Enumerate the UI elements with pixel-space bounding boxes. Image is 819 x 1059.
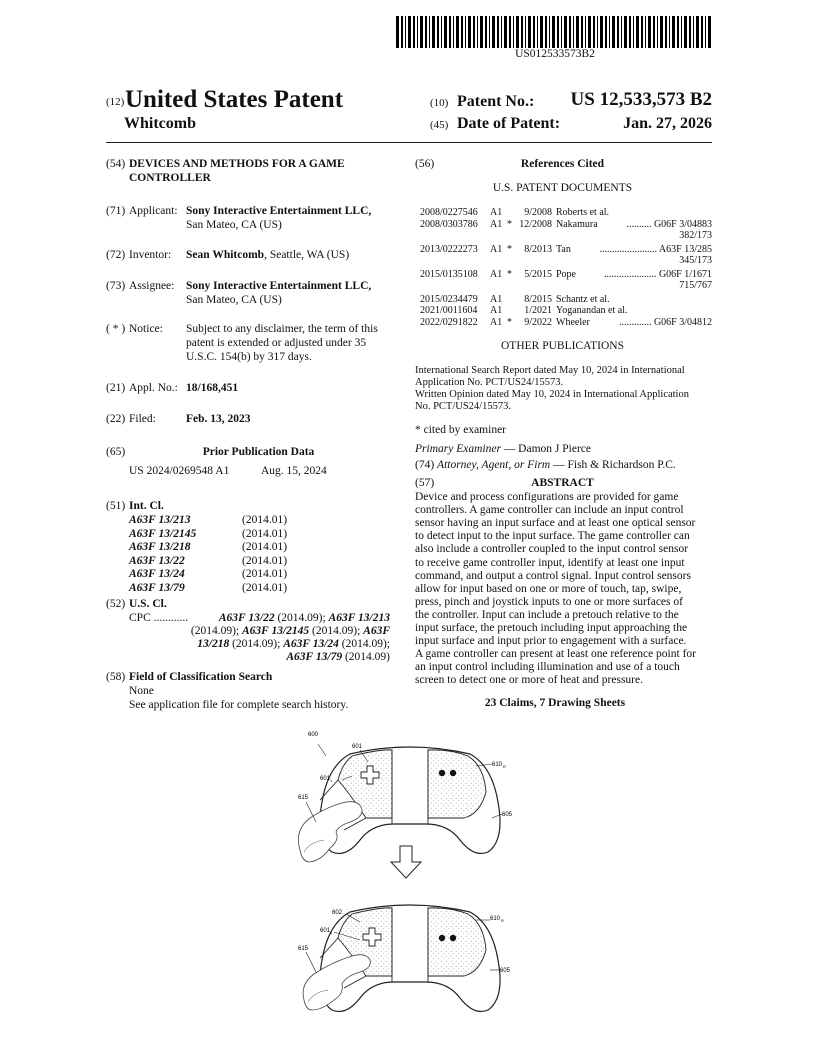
reference-row — [420, 244, 712, 256]
ref-6011-top-sub: 1 — [330, 778, 333, 783]
reference-row — [420, 269, 712, 281]
other-pub-line-2: Application No. PCT/US24/15573. — [415, 377, 564, 388]
ref-610-top: 610 — [492, 762, 503, 768]
title-line-1: DEVICES AND METHODS FOR A GAME — [129, 158, 345, 170]
other-pubs-heading: OTHER PUBLICATIONS — [501, 340, 624, 352]
reference-date: 1/2021 — [524, 305, 552, 316]
title-line-2: CONTROLLER — [129, 172, 211, 184]
other-pub-line-1: International Search Report dated May 10, 2024 in International — [415, 365, 685, 376]
reference-cls: ....................... A63F 13/285 — [599, 243, 712, 255]
reference-cls2: 715/767 — [679, 280, 712, 291]
reference-star: * — [507, 218, 512, 230]
hand-outline-top — [298, 802, 362, 862]
reference-row — [420, 294, 712, 306]
cpc-segment: A63F 13/24 — [283, 638, 339, 650]
abstract-line: screen to detect one or more of heat and pressure. — [415, 674, 643, 687]
ref-602: 602 — [332, 910, 343, 916]
face-button-1 — [439, 935, 445, 941]
int-cl-class: A63F 13/24 — [129, 568, 185, 580]
cpc-segment: A63F 13/22 — [218, 612, 275, 624]
reference-kind: A1 — [490, 207, 503, 218]
code-58: (58) — [106, 671, 126, 683]
cpc-segment: A63F 13/79 — [286, 651, 343, 663]
inventor-label: Inventor: — [129, 249, 172, 261]
cpc-segment: (2014.09); — [338, 638, 390, 650]
reference-row — [420, 317, 712, 329]
applicant-name: Sony Interactive Entertainment LLC, — [186, 205, 372, 217]
reference-name: Schantz et al. — [556, 293, 610, 305]
reference-date: 5/2015 — [524, 268, 552, 280]
reference-name: Wheeler — [556, 316, 590, 328]
code-71: (71) — [106, 205, 126, 217]
controller-figure-top — [298, 732, 513, 862]
int-cl-version: (2014.01) — [242, 541, 288, 553]
inventor-location: , Seattle, WA (US) — [264, 249, 350, 261]
filed-label: Filed: — [129, 413, 156, 425]
applicant-location: San Mateo, CA (US) — [186, 219, 282, 231]
ref-615-bottom: 615 — [298, 946, 309, 952]
reference-name: Nakamura — [556, 218, 598, 230]
appl-no-value: 18/168,451 — [186, 382, 239, 394]
cpc-line-4 — [150, 651, 390, 665]
reference-num: 2015/0234479 — [420, 293, 478, 305]
ref-605-bottom: 605 — [500, 968, 511, 974]
field-search-note: See application file for complete search history. — [129, 699, 349, 711]
inventor-value — [186, 249, 349, 263]
patent-no-label: Patent No.: — [457, 93, 535, 110]
patent-date: Jan. 27, 2026 — [623, 115, 712, 132]
int-cl-class: A63F 13/213 — [129, 514, 191, 526]
cpc-line-1 — [200, 612, 390, 626]
int-cl-version: (2014.01) — [242, 514, 288, 526]
reference-cls: .......... G06F 3/04883 — [626, 218, 712, 230]
reference-num: 2008/0227546 — [420, 207, 478, 218]
reference-row-cont — [420, 230, 712, 242]
notice-line-3: U.S.C. 154(b) by 317 days. — [186, 351, 312, 363]
reference-name: Tan — [556, 243, 571, 255]
header-rule — [106, 142, 712, 143]
prior-pub-number: US 2024/0269548 A1 — [129, 465, 230, 477]
int-cl-version: (2014.01) — [242, 568, 288, 580]
cpc-line-3 — [150, 638, 390, 652]
cited-by-examiner-note: * cited by examiner — [415, 424, 507, 436]
abstract-line: input surface, the pretouch including input approaching the — [415, 622, 688, 634]
abstract-line: A game controller can present at least one reference point for — [415, 648, 696, 661]
touch-pad-right-top — [428, 750, 486, 818]
reference-star: * — [507, 316, 512, 328]
int-cl-class: A63F 13/79 — [129, 581, 185, 594]
reference-name: Roberts et al. — [556, 207, 610, 218]
primary-examiner — [415, 443, 591, 457]
cpc-segment: A63F 13/2145 — [241, 625, 310, 637]
reference-name: Pope — [556, 268, 576, 280]
cpc-segment: (2014.09) — [342, 651, 390, 663]
ref-610-top-sub: R — [503, 764, 506, 769]
patent-number: US 12,533,573 B2 — [570, 89, 712, 110]
code-21: (21) — [106, 382, 126, 394]
down-arrow-icon — [391, 846, 421, 878]
code-51: (51) — [106, 500, 126, 512]
doc-type-title: United States Patent — [125, 86, 344, 113]
abstract-line: Device and process configurations are provided for game — [415, 491, 679, 503]
reference-kind: A1 — [490, 243, 503, 255]
reference-kind: A1 — [490, 268, 503, 280]
ref-610-bottom-sub: R — [501, 918, 504, 923]
ref-600: 600 — [308, 732, 319, 738]
references-heading: References Cited — [520, 158, 605, 170]
claims-sheets: 23 Claims, 7 Drawing Sheets — [484, 697, 626, 709]
ref-610-bottom: 610 — [490, 916, 501, 922]
applicant-label: Applicant: — [129, 205, 178, 217]
int-cl-class: A63F 13/2145 — [129, 527, 197, 540]
patent-drawing — [280, 722, 540, 1032]
primary-examiner-label: Primary Examiner — [415, 443, 501, 455]
notice-label: Notice: — [129, 323, 163, 335]
ref-601-top: 601 — [352, 744, 363, 750]
notice-line-1: Subject to any disclaimer, the term of this — [186, 323, 378, 335]
reference-cls: ..................... G06F 1/1671 — [603, 268, 712, 280]
reference-num: 2013/0222273 — [420, 243, 478, 255]
reference-date: 12/2008 — [519, 218, 552, 230]
code-56: (56) — [415, 158, 435, 170]
ref-6011-bottom: 601 — [320, 928, 331, 934]
prior-pub-date: Aug. 15, 2024 — [261, 465, 327, 477]
reference-date: 9/2022 — [524, 316, 552, 328]
field-search-heading: Field of Classification Search — [129, 671, 273, 683]
reference-num: 2022/0291822 — [420, 316, 478, 328]
cpc-segment: 13/218 — [197, 638, 230, 650]
inventor-surname: Whitcomb — [124, 115, 196, 132]
controller-figure-bottom — [298, 905, 511, 1012]
ref-615-top: 615 — [298, 795, 309, 801]
touch-pad-right-bottom — [428, 908, 486, 976]
notice-line-2: patent is extended or adjusted under 35 — [186, 337, 367, 349]
abstract-line: also include a controller coupled to the input control sensor — [415, 543, 689, 556]
code-45: (45) — [430, 119, 449, 131]
reference-row — [420, 305, 712, 317]
reference-cls: ............. G06F 3/04812 — [618, 316, 712, 328]
appl-no-label: Appl. No.: — [129, 382, 178, 394]
int-cl-version: (2014.01) — [242, 554, 288, 567]
code-12: (12) — [106, 96, 125, 108]
reference-kind: A1 — [490, 316, 503, 328]
abstract-line: to receive game controller input, identify at least one input — [415, 556, 685, 569]
cpc-segment: A63F — [363, 625, 390, 637]
reference-num: 2008/0303786 — [420, 218, 478, 230]
abstract-line: the controller. Input can include a pretouch relative to the — [415, 608, 679, 621]
cpc-segment: (2014.09); — [309, 625, 364, 637]
cpc-label: CPC ............ — [129, 612, 189, 624]
abstract-line: to detect input to the input surface. The game controller can — [415, 530, 690, 543]
field-search-value: None — [129, 685, 154, 697]
int-cl-class: A63F 13/218 — [129, 541, 191, 553]
reference-kind: A1 — [490, 218, 503, 230]
assignee-name: Sony Interactive Entertainment LLC, — [186, 280, 372, 292]
int-cl-heading: Int. Cl. — [129, 500, 164, 512]
reference-name: Yoganandan et al. — [556, 305, 628, 316]
cpc-segment: (2014.09); — [274, 612, 329, 624]
code-73: (73) — [106, 280, 126, 292]
inventor-name: Sean Whitcomb — [186, 249, 265, 261]
abstract-line: an input control including illumination and use of a touch — [415, 661, 680, 674]
reference-cls2: 382/173 — [679, 230, 712, 241]
reference-row-cont — [420, 280, 712, 292]
primary-examiner-name: — Damon J Pierce — [500, 443, 591, 455]
code-10: (10) — [430, 97, 449, 109]
reference-cls2: 345/173 — [679, 255, 712, 266]
code-22: (22) — [106, 413, 126, 425]
abstract-line: press, pinch and joystick inputs to one or more surfaces of — [415, 595, 683, 608]
assignee-location: San Mateo, CA (US) — [186, 294, 282, 306]
reference-kind: A1 — [490, 305, 503, 316]
code-65: (65) — [106, 446, 126, 458]
ref-605-top: 605 — [502, 812, 513, 818]
abstract-line: command, and output a control signal. Input control sensors — [415, 569, 691, 582]
code-72: (72) — [106, 249, 126, 261]
abstract-line: controllers. A game controller can include an input control — [415, 504, 684, 517]
reference-num: 2021/0011604 — [420, 305, 478, 316]
prior-pub-heading: Prior Publication Data — [202, 446, 315, 458]
barcode — [396, 16, 712, 48]
assignee-label: Assignee: — [129, 280, 175, 292]
date-label: Date of Patent: — [457, 115, 561, 132]
ref-6011-top: 601 — [320, 776, 331, 782]
int-cl-version: (2014.01) — [242, 581, 288, 594]
abstract-line: sensor having an input surface and at least one optical sensor — [415, 517, 696, 530]
attorney-line — [415, 459, 676, 473]
abstract-heading: ABSTRACT — [531, 477, 594, 489]
barcode-number: US012533573B2 — [515, 48, 595, 60]
reference-num: 2015/0135108 — [420, 268, 478, 280]
reference-row-cont — [420, 255, 712, 267]
other-pub-line-4: No. PCT/US24/15573. — [415, 401, 511, 412]
code-52: (52) — [106, 598, 126, 610]
cpc-segment: (2014.09); — [229, 638, 284, 650]
filed-value: Feb. 13, 2023 — [186, 413, 251, 425]
reference-kind: A1 — [490, 293, 503, 305]
reference-star: * — [507, 268, 512, 280]
reference-star: * — [507, 243, 512, 255]
face-button-2 — [450, 935, 456, 941]
face-button-1 — [439, 770, 445, 776]
reference-row — [420, 219, 712, 231]
reference-row — [420, 207, 712, 219]
int-cl-version: (2014.01) — [242, 527, 288, 540]
us-cl-heading: U.S. Cl. — [129, 598, 167, 610]
hand-outline-bottom — [303, 955, 370, 1010]
attorney-label: Attorney, Agent, or Firm — [437, 459, 551, 471]
reference-date: 9/2008 — [524, 207, 552, 218]
face-button-2 — [450, 770, 456, 776]
reference-date: 8/2015 — [524, 293, 552, 305]
ref-6011-bottom-sub: 1 — [330, 930, 333, 935]
cpc-segment: (2014.09); — [190, 625, 242, 637]
int-cl-class: A63F 13/22 — [129, 554, 185, 567]
cpc-segment: A63F 13/213 — [328, 612, 390, 624]
code-74: (74) — [415, 459, 435, 471]
reference-date: 8/2013 — [524, 243, 552, 255]
abstract-line: allow for input based on one or more of touch, tap, swipe, — [415, 582, 682, 595]
code-notice: ( * ) — [106, 323, 126, 335]
abstract-line: input surface and input prior to engagement with a surface. — [415, 635, 687, 648]
code-54: (54) — [106, 158, 126, 170]
code-57: (57) — [415, 477, 435, 489]
attorney-name: — Fish & Richardson P.C. — [550, 459, 676, 471]
cpc-line-2 — [150, 625, 390, 639]
other-pub-line-3: Written Opinion dated May 10, 2024 in International Application — [415, 389, 689, 400]
us-patent-docs-heading: U.S. PATENT DOCUMENTS — [492, 182, 633, 194]
